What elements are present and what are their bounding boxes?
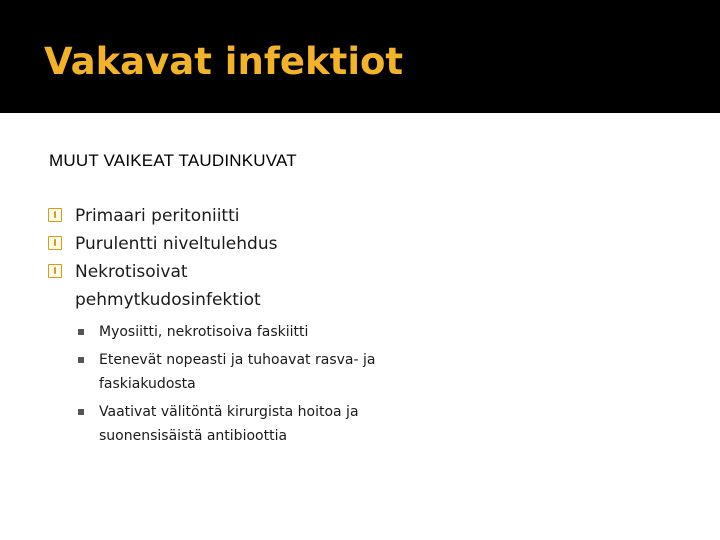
square-bullet-icon — [48, 236, 62, 250]
bullet-item — [48, 202, 368, 230]
square-bullet-icon — [48, 208, 62, 222]
sub-bullet-text: Vaativat välitöntä kirurgista hoitoa ja suonensisäistä antibioottia — [99, 404, 359, 444]
slide-subtitle: MUUT VAIKEAT TAUDINKUVAT — [49, 151, 297, 170]
small-square-bullet-icon — [78, 409, 84, 415]
sub-bullet-item — [75, 400, 379, 448]
bullet-list — [48, 202, 376, 452]
bullet-text: Primaari peritoniitti — [75, 206, 240, 226]
bullet-text: Purulentti niveltulehdus — [75, 234, 278, 254]
slide-title: Vakavat infektiot — [44, 40, 404, 83]
sub-bullet-text: Etenevät nopeasti ja tuhoavat rasva- ja faskiakudosta — [99, 352, 376, 392]
sub-bullet-list — [75, 320, 376, 448]
sub-bullet-text: Myosiitti, nekrotisoiva faskiitti — [99, 324, 309, 340]
bullet-item — [48, 230, 368, 258]
title-bar — [0, 0, 720, 113]
sub-bullet-item — [75, 348, 379, 396]
sub-bullet-item — [75, 320, 379, 344]
square-bullet-icon — [48, 264, 62, 278]
bullet-item — [48, 258, 376, 448]
small-square-bullet-icon — [78, 329, 84, 335]
small-square-bullet-icon — [78, 357, 84, 363]
bullet-text: Nekrotisoivat pehmytkudosinfektiot — [75, 262, 261, 310]
